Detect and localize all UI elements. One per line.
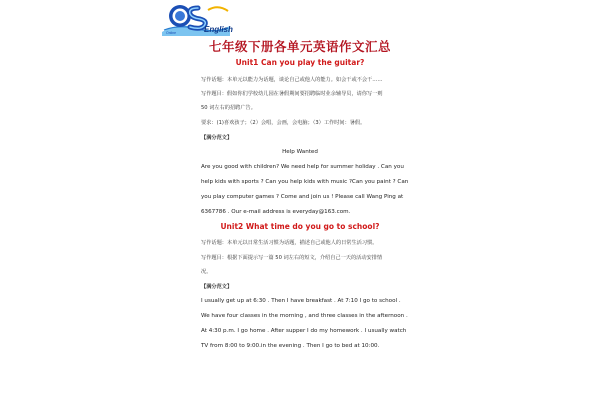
unit2-task-line-2: 况。 [201,269,212,275]
unit2-essay-line: I usually get up at 6:30 . Then I have breakfast . At 7:10 I go to school . [201,298,401,304]
unit2-essay-line: At 4:30 p.m. I go home . After supper I do my homework . I usually watch [201,328,407,334]
unit1-essay-line: Are you good with children? We need help for summer holiday . Can you [201,164,404,170]
unit1-essay-line: 6367786 . Our e-mail address is everyday@163.com. [201,209,351,215]
unit2-topic: 写作话题：本单元以日常生活习惯为话题，描述自己或他人的日常生活习惯。 [201,240,378,246]
unit2-heading: Unit2 What time do you go to school? [220,222,380,231]
unit1-essay-title: Help Wanted [282,149,318,155]
unit2-essay-line: We have four classes in the morning , and three classes in the afternoon . [201,313,408,319]
logo-small-text: Online [166,31,177,35]
unit1-requirements: 要求：(1)喜欢孩子；（2）会唱，会画，会电脑；（3）工作时间：暑假。 [201,120,366,126]
os-english-logo [158,2,234,36]
unit1-essay-line: you play computer games ? Come and join us ! Please call Wang Ping at [201,194,404,200]
unit2-sample-label: 【满分范文】 [201,284,233,290]
unit2-essay-line: TV from 8:00 to 9:00.in the evening . Then I go to bed at 10:00. [201,343,380,349]
page-title: 七年级下册各单元英语作文汇总 [208,39,391,54]
unit1-task-line-2: 50 词左右的招聘广告。 [201,105,256,111]
unit2-task-line-1: 写作题目：根据下面提示写一篇 50 词左右的短文，介绍自己一天的活动安排情 [201,255,383,261]
unit1-task-line-1: 写作题目：假如你们学校幼儿园在暑假期间要招聘临时业余辅导员，请你写一则 [201,91,383,97]
unit1-topic: 写作话题：本单元以能力为话题，谈论自己或他人的能力。如会干或不会干…… [201,77,383,83]
unit1-essay-line: help kids with sports ? Can you help kids with music ?Can you paint ? Can [201,179,409,185]
unit1-sample-label: 【满分范文】 [201,135,233,141]
logo-english-text: English [204,25,233,34]
unit1-heading: Unit1 Can you play the guitar? [235,58,365,67]
